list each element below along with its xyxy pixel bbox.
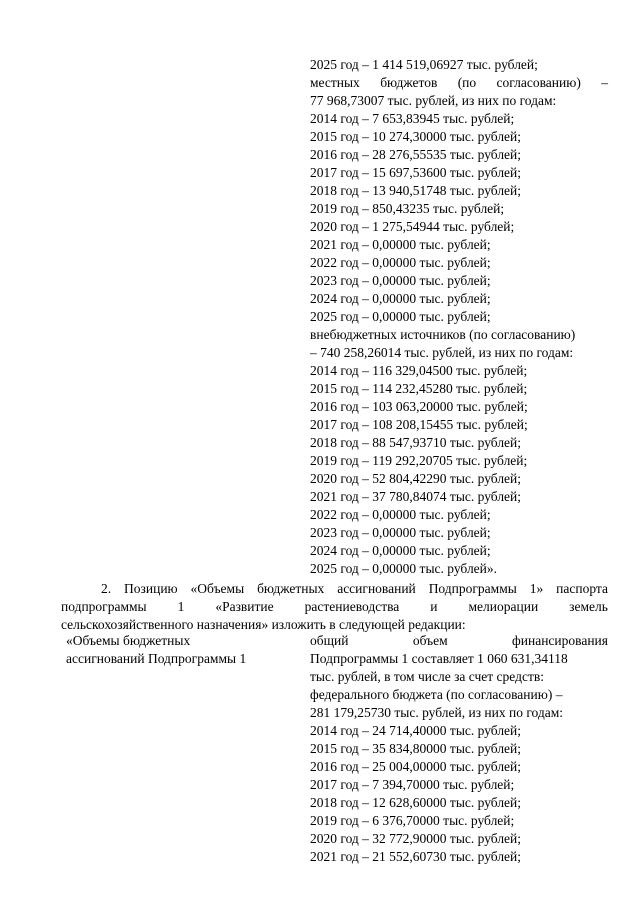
text-line: федерального бюджета (по согласованию) –	[310, 687, 563, 702]
text-line: 2019 год – 850,43235 тыс. рублей;	[310, 201, 505, 216]
text-line: 2025 год – 0,00000 тыс. рублей;	[310, 309, 491, 324]
text-line: – 740 258,26014 тыс. рублей, из них по годам:	[310, 345, 574, 360]
text-line: 281 179,25730 тыс. рублей, из них по годам:	[310, 705, 564, 720]
text-line: 2020 год – 32 772,90000 тыс. рублей;	[310, 831, 522, 846]
text-line: 2016 год – 28 276,55535 тыс. рублей;	[310, 147, 522, 162]
table-cell-label: ассигнований Подпрограммы 1	[66, 651, 247, 666]
text-line: 2015 год – 114 232,45280 тыс. рублей;	[310, 381, 528, 396]
text-line: 2016 год – 25 004,00000 тыс. рублей;	[310, 759, 522, 774]
text-line: 2021 год – 37 780,84074 тыс. рублей;	[310, 489, 522, 504]
text-line: 77 968,73007 тыс. рублей, из них по годам:	[310, 93, 557, 108]
text-line: 2017 год – 7 394,70000 тыс. рублей;	[310, 777, 515, 792]
text-line: 2015 год – 35 834,80000 тыс. рублей;	[310, 741, 522, 756]
text-line: 2018 год – 88 547,93710 тыс. рублей;	[310, 435, 522, 450]
text-line: 2025 год – 1 414 519,06927 тыс. рублей;	[310, 57, 538, 72]
text-line: 2024 год – 0,00000 тыс. рублей;	[310, 291, 491, 306]
text-line: 2025 год – 0,00000 тыс. рублей».	[310, 561, 498, 576]
text-line: 2020 год – 1 275,54944 тыс. рублей;	[310, 219, 515, 234]
text-line: тыс. рублей, в том числе за счет средств:	[310, 669, 545, 684]
text-line: 2018 год – 12 628,60000 тыс. рублей;	[310, 795, 522, 810]
text-line-justified: общий объем финансирования	[310, 633, 608, 648]
paragraph-line-3: сельскохозяйственного назначения» изложить в следующей редакции:	[61, 617, 466, 632]
text-line: 2017 год – 108 208,15455 тыс. рублей;	[310, 417, 528, 432]
text-line: 2020 год – 52 804,42290 тыс. рублей;	[310, 471, 522, 486]
text-line: внебюджетных источников (по согласованию)	[310, 327, 576, 342]
paragraph-line-2: подпрограммы 1 «Развитие растениеводства и мелиорации земель	[61, 599, 608, 614]
text-line: 2022 год – 0,00000 тыс. рублей;	[310, 255, 491, 270]
text-line: 2014 год – 7 653,83945 тыс. рублей;	[310, 111, 515, 126]
text-line: 2018 год – 13 940,51748 тыс. рублей;	[310, 183, 522, 198]
text-line: 2019 год – 119 292,20705 тыс. рублей;	[310, 453, 528, 468]
text-line: 2017 год – 15 697,53600 тыс. рублей;	[310, 165, 522, 180]
text-line: 2016 год – 103 063,20000 тыс. рублей;	[310, 399, 528, 414]
text-line: 2015 год – 10 274,30000 тыс. рублей;	[310, 129, 522, 144]
text-line: Подпрограммы 1 составляет 1 060 631,34118	[310, 651, 568, 666]
paragraph-line-1: 2. Позицию «Объемы бюджетных ассигнований Подпрограммы 1» паспорта	[101, 581, 608, 596]
text-line: 2022 год – 0,00000 тыс. рублей;	[310, 507, 491, 522]
table-cell-label: «Объемы бюджетных	[66, 633, 191, 648]
text-line: 2019 год – 6 376,70000 тыс. рублей;	[310, 813, 515, 828]
text-line: 2023 год – 0,00000 тыс. рублей;	[310, 273, 491, 288]
text-line: 2014 год – 24 714,40000 тыс. рублей;	[310, 723, 522, 738]
text-line: 2014 год – 116 329,04500 тыс. рублей;	[310, 363, 528, 378]
text-line: 2021 год – 21 552,60730 тыс. рублей;	[310, 849, 522, 864]
text-line-justified: местных бюджетов (по согласованию) –	[310, 75, 608, 90]
text-line: 2024 год – 0,00000 тыс. рублей;	[310, 543, 491, 558]
text-line: 2021 год – 0,00000 тыс. рублей;	[310, 237, 491, 252]
text-line: 2023 год – 0,00000 тыс. рублей;	[310, 525, 491, 540]
